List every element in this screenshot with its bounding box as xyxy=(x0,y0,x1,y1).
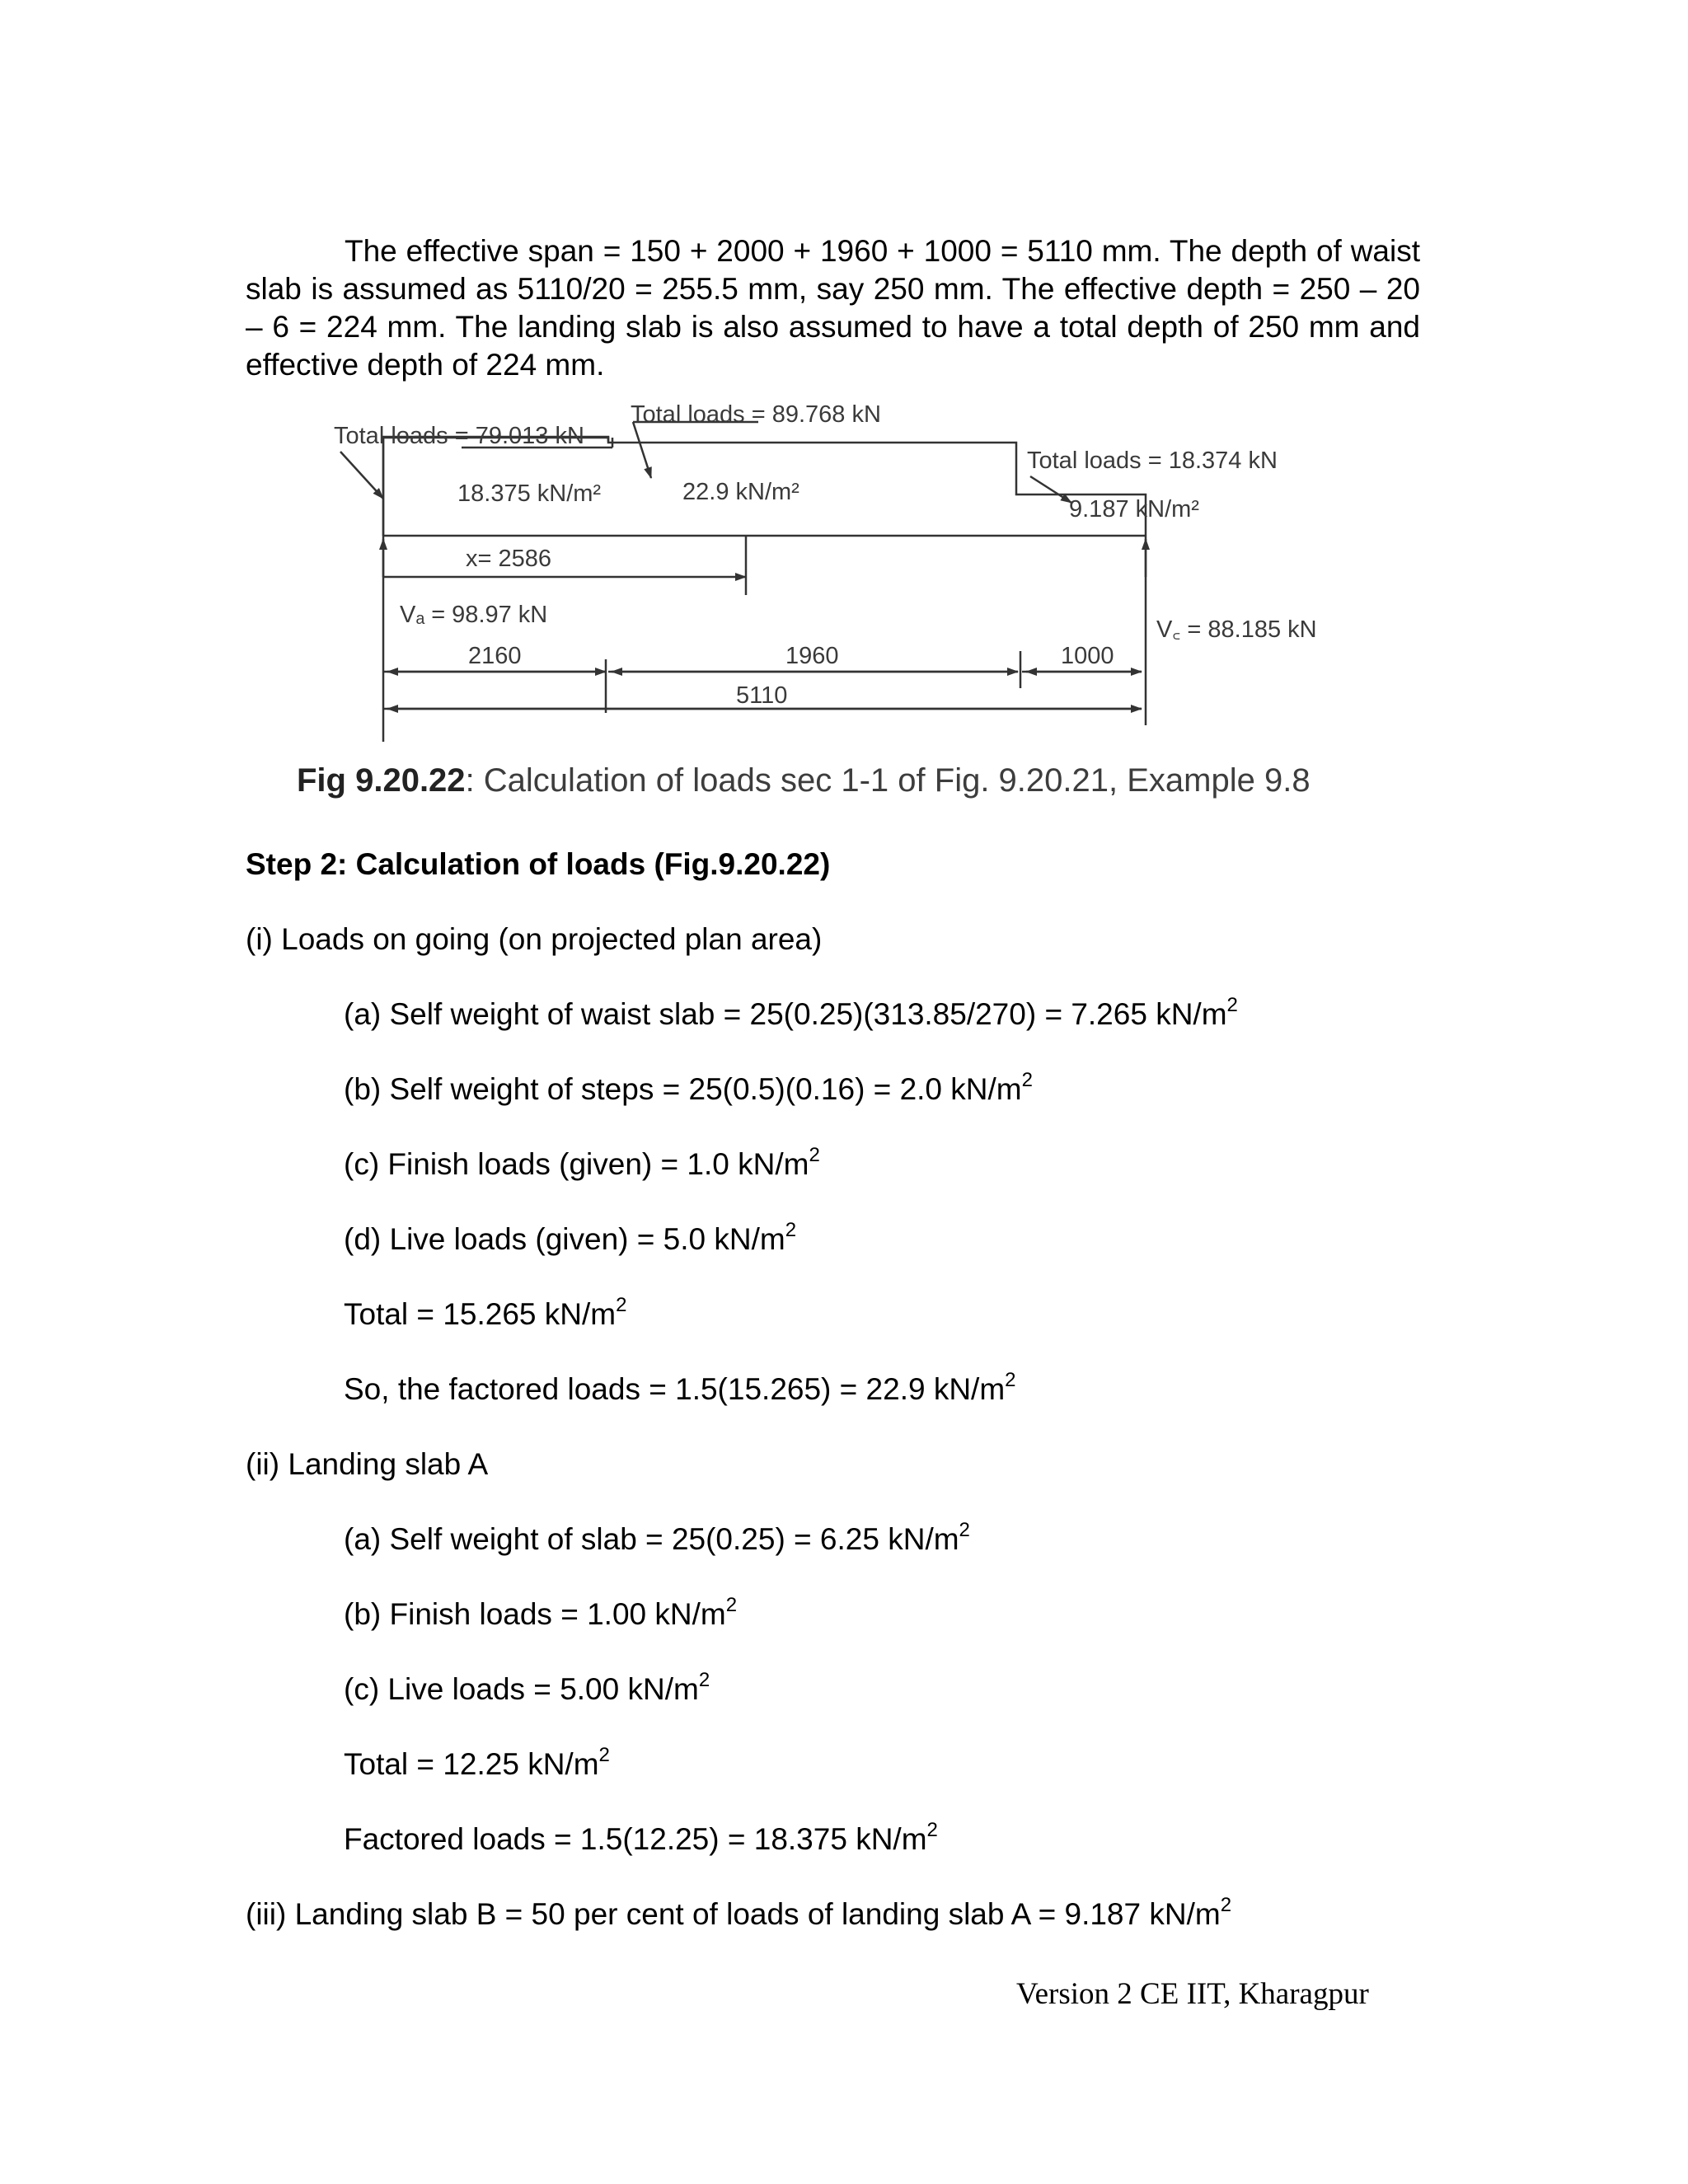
landing-a-total-text: Total = 12.25 kN/m xyxy=(344,1747,599,1781)
superscript: 2 xyxy=(959,1519,970,1541)
landing-a-total xyxy=(344,1746,610,1783)
superscript: 2 xyxy=(598,1744,610,1766)
figure-caption-text: : Calculation of loads sec 1-1 of Fig. 9.20.21, Example 9.8 xyxy=(465,762,1311,799)
going-item-b-text: (b) Self weight of steps = 25(0.5)(0.16) = 2.0 kN/m xyxy=(344,1072,1022,1106)
landing-a-item-c-text: (c) Live loads = 5.00 kN/m xyxy=(344,1672,699,1706)
figure-caption xyxy=(297,762,1311,799)
going-item-c-text: (c) Finish loads (given) = 1.0 kN/m xyxy=(344,1147,809,1181)
reaction-a-label: Vₐ = 98.97 kN xyxy=(400,602,548,628)
landing-a-item-a-text: (a) Self weight of slab = 25(0.25) = 6.25 kN/m xyxy=(344,1522,959,1556)
superscript: 2 xyxy=(785,1219,797,1241)
superscript: 2 xyxy=(1005,1369,1016,1391)
landing-a-item-b xyxy=(344,1596,737,1633)
landing-a-load-label: 18.375 kN/m² xyxy=(457,480,602,507)
span-1960-label: 1960 xyxy=(785,643,839,669)
superscript: 2 xyxy=(698,1669,710,1691)
going-item-a xyxy=(344,996,1238,1033)
superscript: 2 xyxy=(1220,1894,1232,1916)
going-load-label: 22.9 kN/m² xyxy=(682,479,799,505)
page-footer: Version 2 CE IIT, Kharagpur xyxy=(1016,1977,1369,2011)
landing-b-line xyxy=(246,1896,1231,1933)
landing-a-item-a xyxy=(344,1521,970,1558)
step2-heading: Step 2: Calculation of loads (Fig.9.20.22) xyxy=(246,847,831,881)
landing-a-item-b-text: (b) Finish loads = 1.00 kN/m xyxy=(344,1597,726,1631)
x-distance-label: x= 2586 xyxy=(466,546,552,572)
landing-a-factored xyxy=(344,1821,938,1858)
going-title: (i) Loads on going (on projected plan area) xyxy=(246,922,823,956)
intro-text: The effective span = 150 + 2000 + 1960 + 1000 = 5110 mm. The depth of waist slab is assumed as 5110/20 = 255.5 mm, say 250 mm. The effective depth = 250 – 20 – 6 = 224 mm. The landing slab is also assumed to have a total depth of 250 mm and effective depth of 224 mm. xyxy=(246,234,1420,382)
going-factored xyxy=(344,1371,1016,1408)
going-total xyxy=(344,1296,626,1333)
reaction-d-label: V꜀ = 88.185 kN xyxy=(1156,616,1317,643)
superscript: 2 xyxy=(725,1594,738,1616)
figure-caption-label: Fig 9.20.22 xyxy=(297,762,466,799)
landing-a-item-c xyxy=(344,1671,710,1708)
superscript: 2 xyxy=(926,1819,938,1841)
superscript: 2 xyxy=(616,1294,627,1316)
span-1000-label: 1000 xyxy=(1061,643,1114,669)
total-load-left-label: Total loads = 79.013 kN xyxy=(334,423,584,449)
landing-a-factored-text: Factored loads = 1.5(12.25) = 18.375 kN/m xyxy=(344,1822,927,1856)
landing-b-text: (iii) Landing slab B = 50 per cent of loads of landing slab A = 9.187 kN/m xyxy=(246,1897,1221,1931)
going-total-text: Total = 15.265 kN/m xyxy=(344,1297,617,1331)
going-item-a-text: (a) Self weight of waist slab = 25(0.25)(313.85/270) = 7.265 kN/m xyxy=(344,997,1227,1031)
going-factored-text: So, the factored loads = 1.5(15.265) = 22.9 kN/m xyxy=(344,1372,1006,1406)
load-diagram xyxy=(0,0,1688,758)
landing-b-load-label: 9.187 kN/m² xyxy=(1069,496,1199,523)
superscript: 2 xyxy=(809,1144,820,1166)
superscript: 2 xyxy=(1226,994,1238,1016)
total-load-middle-label: Total loads = 89.768 kN xyxy=(631,401,881,428)
total-load-right-label: Total loads = 18.374 kN xyxy=(1027,448,1278,474)
superscript: 2 xyxy=(1021,1069,1033,1091)
going-item-c xyxy=(344,1146,820,1183)
going-item-d-text: (d) Live loads (given) = 5.0 kN/m xyxy=(344,1222,785,1256)
span-2160-label: 2160 xyxy=(468,643,522,669)
span-total-label: 5110 xyxy=(736,682,788,709)
landing-a-title: (ii) Landing slab A xyxy=(246,1447,489,1481)
going-item-d xyxy=(344,1221,796,1258)
going-item-b xyxy=(344,1071,1033,1108)
